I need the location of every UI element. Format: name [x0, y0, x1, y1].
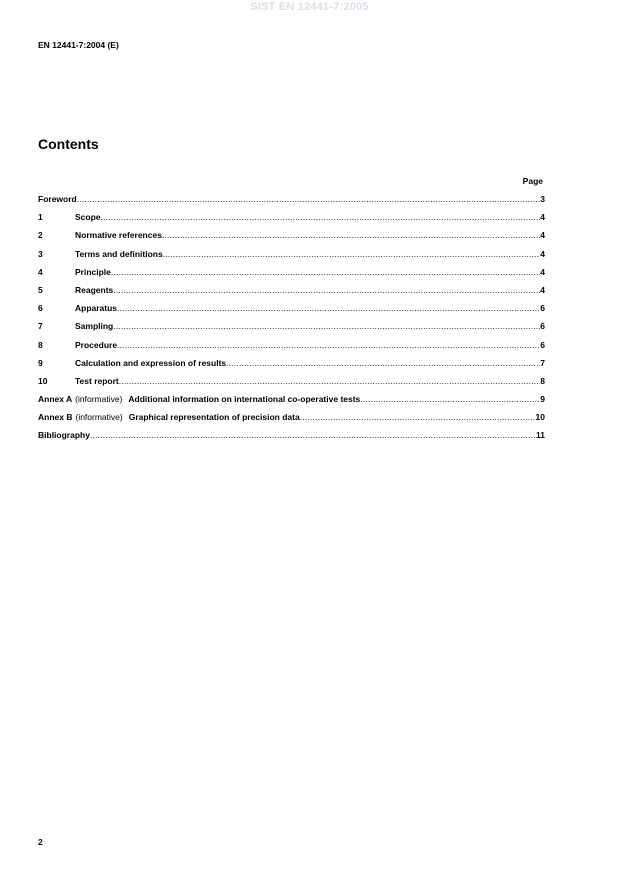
toc-entry-title: Principle — [75, 266, 111, 277]
toc-entry-number: 8 — [38, 339, 43, 350]
toc-entry-page: 10 — [535, 412, 545, 423]
toc-entry-scope[interactable] — [38, 211, 545, 229]
toc-entry-title: Test report — [75, 375, 119, 386]
toc-entry-page: 6 — [540, 303, 545, 314]
toc-entry-page: 3 — [540, 194, 545, 204]
toc-entry-number: 2 — [38, 230, 43, 241]
toc-entry-title: Procedure — [75, 339, 118, 350]
document-id: EN 12441-7:2004 (E) — [38, 40, 119, 50]
toc-entry-page: 4 — [540, 248, 545, 259]
toc-annex-label: Annex A — [38, 394, 73, 405]
toc-leader-dots — [113, 320, 540, 332]
toc-entry-annex-b[interactable] — [38, 411, 545, 429]
toc-entry-page: 8 — [540, 375, 545, 386]
toc-entry-page: 6 — [540, 339, 545, 350]
toc-entry-number: 4 — [38, 266, 43, 277]
toc-entry-title: Reagents — [75, 284, 114, 295]
toc-leader-dots — [163, 248, 541, 260]
toc-leader-dots — [117, 339, 540, 351]
toc-entry-title: Normative references — [75, 230, 162, 241]
toc-entry-title: Scope — [75, 212, 101, 223]
toc-entry-page: 4 — [540, 212, 545, 223]
toc-annex-label: Annex B — [38, 412, 73, 423]
toc-entry-number: 6 — [38, 303, 43, 314]
toc-entry-title: Foreword — [38, 194, 77, 204]
toc-entry-title: Graphical representation of precision data — [128, 412, 300, 423]
toc-leader-dots — [111, 266, 540, 278]
toc-entry-number: 9 — [38, 357, 43, 368]
page-number: 2 — [38, 837, 43, 847]
toc-entry-apparatus[interactable] — [38, 302, 545, 320]
toc-entry-page: 4 — [540, 284, 545, 295]
toc-entry-number: 10 — [38, 375, 48, 386]
table-of-contents — [38, 193, 545, 448]
toc-entry-reagents[interactable] — [38, 284, 545, 302]
toc-leader-dots — [226, 357, 540, 369]
toc-entry-normative-references[interactable] — [38, 229, 545, 247]
toc-entry-title: Calculation and expression of results — [75, 357, 227, 368]
toc-entry-page: 4 — [540, 230, 545, 241]
toc-leader-dots — [119, 375, 540, 387]
toc-annex-type: (informative) — [75, 412, 123, 423]
toc-entry-number: 5 — [38, 284, 43, 295]
toc-leader-dots — [162, 229, 540, 241]
toc-entry-page: 7 — [540, 357, 545, 368]
toc-entry-test-report[interactable] — [38, 375, 545, 393]
toc-leader-dots — [101, 211, 541, 223]
toc-entry-principle[interactable] — [38, 266, 545, 284]
toc-annex-type: (informative) — [75, 394, 123, 405]
toc-entry-number: 7 — [38, 321, 43, 332]
toc-entry-number: 1 — [38, 212, 43, 223]
toc-entry-foreword[interactable] — [38, 193, 545, 211]
toc-leader-dots — [360, 393, 540, 405]
toc-entry-sampling[interactable] — [38, 320, 545, 338]
toc-entry-page: 9 — [540, 394, 545, 405]
toc-entry-page: 6 — [540, 321, 545, 332]
toc-entry-title: Additional information on international co-operative tests — [128, 394, 361, 405]
toc-leader-dots — [300, 411, 536, 423]
contents-heading: Contents — [38, 136, 99, 152]
toc-entry-title: Terms and definitions — [75, 248, 163, 259]
toc-entry-title: Bibliography — [38, 430, 90, 441]
page-column-label: Page — [522, 176, 543, 186]
toc-entry-procedure[interactable] — [38, 339, 545, 357]
toc-entry-calculation[interactable] — [38, 357, 545, 375]
watermark: SIST EN 12441-7:2005 — [250, 1, 369, 13]
toc-leader-dots — [113, 284, 540, 296]
toc-leader-dots — [90, 429, 536, 441]
toc-entry-bibliography[interactable] — [38, 429, 545, 447]
toc-entry-page: 11 — [536, 430, 545, 441]
toc-entry-terms-and-definitions[interactable] — [38, 248, 545, 266]
toc-leader-dots — [77, 193, 541, 205]
toc-entry-number: 3 — [38, 248, 43, 259]
toc-entry-title: Apparatus — [75, 303, 118, 314]
toc-entry-annex-a[interactable] — [38, 393, 545, 411]
toc-entry-title: Sampling — [75, 321, 114, 332]
toc-entry-page: 4 — [540, 266, 545, 277]
toc-leader-dots — [117, 302, 540, 314]
